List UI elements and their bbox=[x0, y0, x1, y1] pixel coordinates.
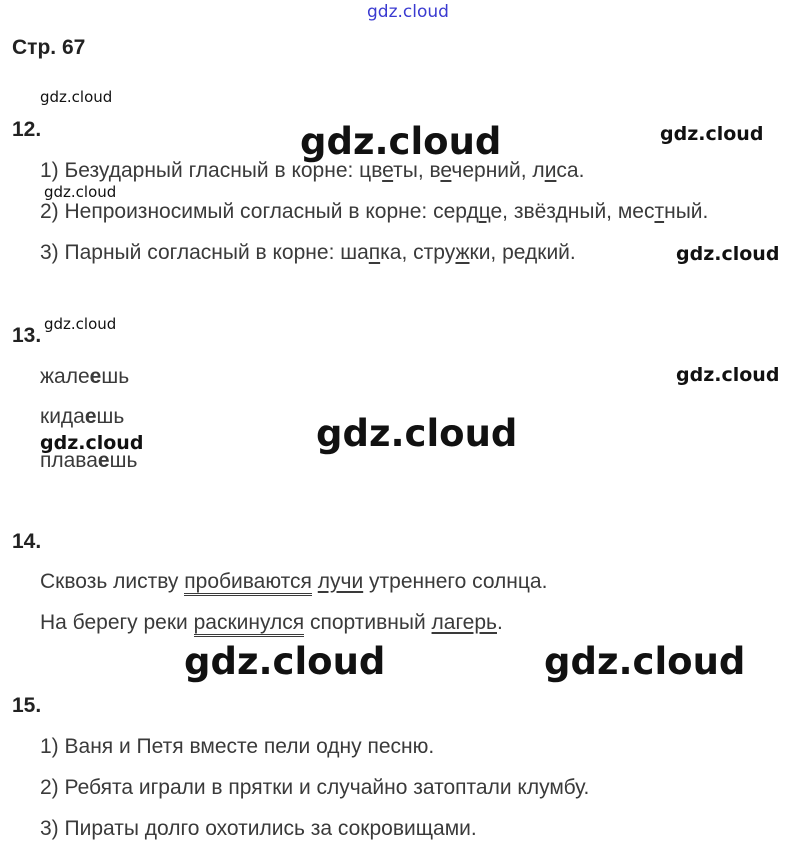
watermark-large: gdz.cloud bbox=[544, 640, 746, 683]
exercise-14-number: 14. bbox=[12, 530, 42, 553]
exercise-12-line-2: 2) Непроизносимый согласный в корне: сердце, звёздный, местный. bbox=[40, 200, 709, 223]
predicate: раскинулся bbox=[194, 611, 305, 637]
watermark: gdz.cloud bbox=[40, 88, 113, 106]
exercise-14-sentence-1: Сквозь листву пробиваются лучи утреннего солнца. bbox=[40, 570, 547, 594]
watermark-large: gdz.cloud bbox=[300, 120, 502, 163]
page-title: Стр. 67 bbox=[12, 36, 86, 59]
exercise-13-word-3: плаваешь bbox=[40, 449, 138, 472]
watermark-top: gdz.cloud bbox=[367, 2, 449, 22]
exercise-12-number: 12. bbox=[12, 118, 42, 141]
subject: лучи bbox=[317, 570, 364, 593]
watermark: gdz.cloud bbox=[44, 183, 117, 201]
watermark: gdz.cloud bbox=[660, 123, 764, 145]
exercise-13-word-1: жалеешь bbox=[40, 365, 130, 388]
exercise-12-line-1: 1) Безударный гласный в корне: цветы, вечерний, лиса. bbox=[40, 159, 585, 182]
exercise-15-line-3: 3) Пираты долго охотились за сокровищами. bbox=[40, 817, 477, 840]
exercise-15-line-2: 2) Ребята играли в прятки и случайно затоптали клумбу. bbox=[40, 776, 590, 799]
exercise-13-word-2: кидаешь bbox=[40, 405, 125, 428]
exercise-12-line-3: 3) Парный согласный в корне: шапка, стружки, редкий. bbox=[40, 241, 576, 264]
watermark: gdz.cloud bbox=[44, 315, 117, 333]
exercise-15-line-1: 1) Ваня и Петя вместе пели одну песню. bbox=[40, 735, 435, 758]
subject: лагерь bbox=[431, 611, 497, 634]
watermark: gdz.cloud bbox=[40, 432, 144, 454]
exercise-15-number: 15. bbox=[12, 694, 42, 717]
watermark-large: gdz.cloud bbox=[184, 640, 386, 683]
predicate: пробиваются bbox=[184, 570, 312, 596]
watermark: gdz.cloud bbox=[676, 243, 780, 265]
exercise-13-number: 13. bbox=[12, 324, 42, 347]
watermark-large: gdz.cloud bbox=[316, 412, 518, 455]
exercise-14-sentence-2: На берегу реки раскинулся спортивный лагерь. bbox=[40, 611, 503, 635]
watermark: gdz.cloud bbox=[676, 364, 780, 386]
